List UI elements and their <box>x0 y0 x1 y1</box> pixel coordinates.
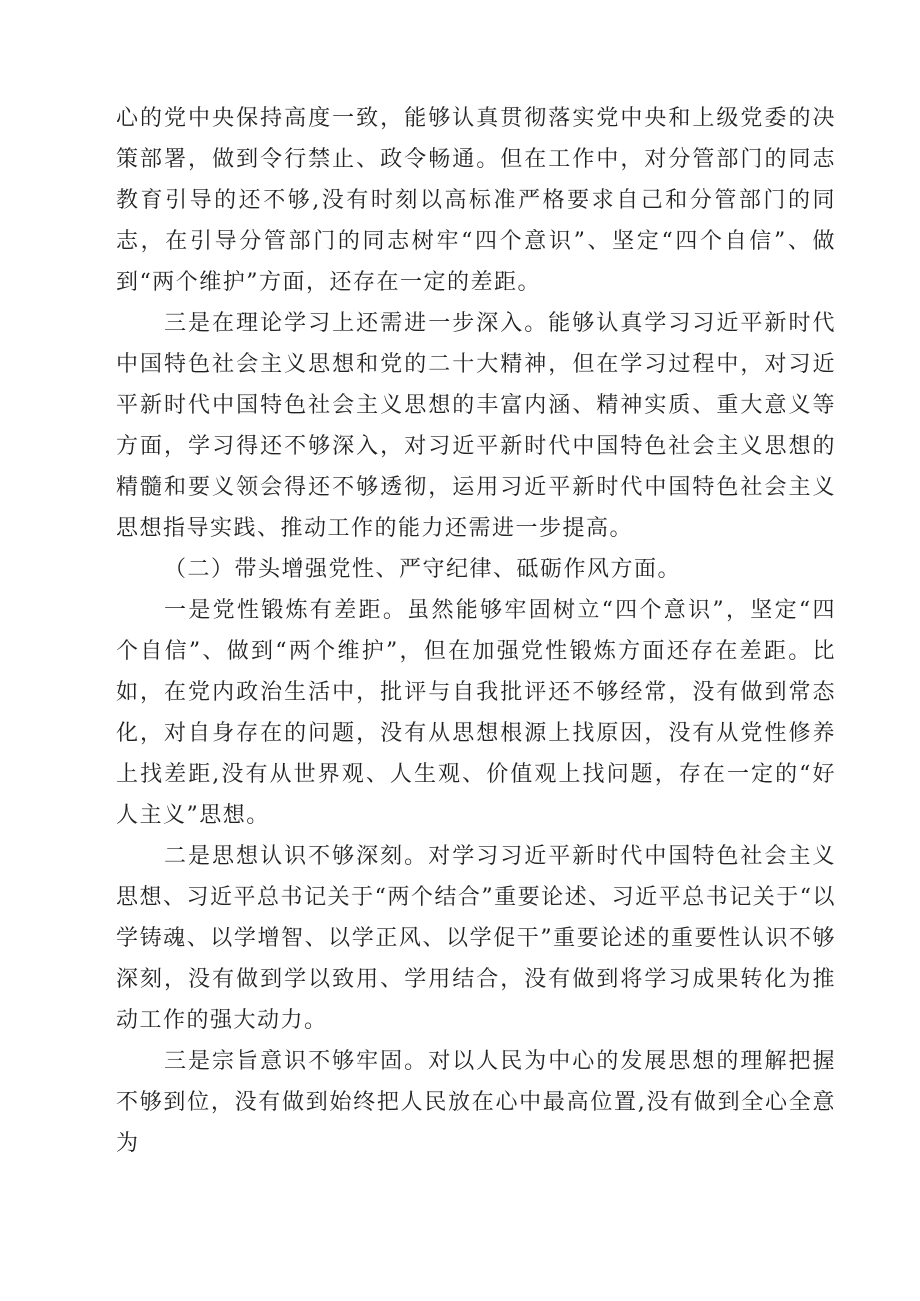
paragraph-purpose-awareness: 三是宗旨意识不够牢固。对以人民为中心的发展思想的理解把握不够到位，没有做到始终把人民放在心中最高位置,没有做到全心全意为 <box>116 1049 836 1156</box>
paragraph-party-spirit: 一是党性锻炼有差距。虽然能够牢固树立“四个意识”，坚定“四个自信”、做到“两个维护”，但在加强党性锻炼方面还存在差距。比如，在党内政治生活中，批评与自我批评还不够经常，没有做到常态化，对自身存在的问题，没有从思想根源上找原因，没有从党性修养上找差距,没有从世界观、人生观、价值观上找问题，存在一定的“好人主义”思想。 <box>116 598 836 828</box>
paragraph-theory-study: 三是在理论学习上还需进一步深入。能够认真学习习近平新时代中国特色社会主义思想和党的二十大精神，但在学习过程中，对习近平新时代中国特色社会主义思想的丰富内涵、精神实质、重大意义等方面，学习得还不够深入，对习近平新时代中国特色社会主义思想的精髓和要义领会得还不够透彻，运用习近平新时代中国特色社会主义思想指导实践、推动工作的能力还需进一步提高。 <box>116 311 836 541</box>
section-heading: （二）带头增强党性、严守纪律、砥砺作风方面。 <box>164 557 682 582</box>
paragraph-continuation: 心的党中央保持高度一致，能够认真贯彻落实党中央和上级党委的决策部署，做到令行禁止、政令畅通。但在工作中，对分管部门的同志教育引导的还不够,没有时刻以高标准严格要求自己和分管部门的同志，在引导分管部门的同志树牢“四个意识”、坚定“四个自信”、做到“两个维护”方面，还存在一定的差距。 <box>116 106 836 295</box>
document-body <box>116 98 836 1164</box>
paragraph-ideological-awareness: 二是思想认识不够深刻。对学习习近平新时代中国特色社会主义思想、习近平总书记关于“两个结合”重要论述、习近平总书记关于“以学铸魂、以学增智、以学正风、以学促干”重要论述的重要性认识不够深刻，没有做到学以致用、学用结合，没有做到将学习成果转化为推动工作的强大动力。 <box>116 844 836 1033</box>
